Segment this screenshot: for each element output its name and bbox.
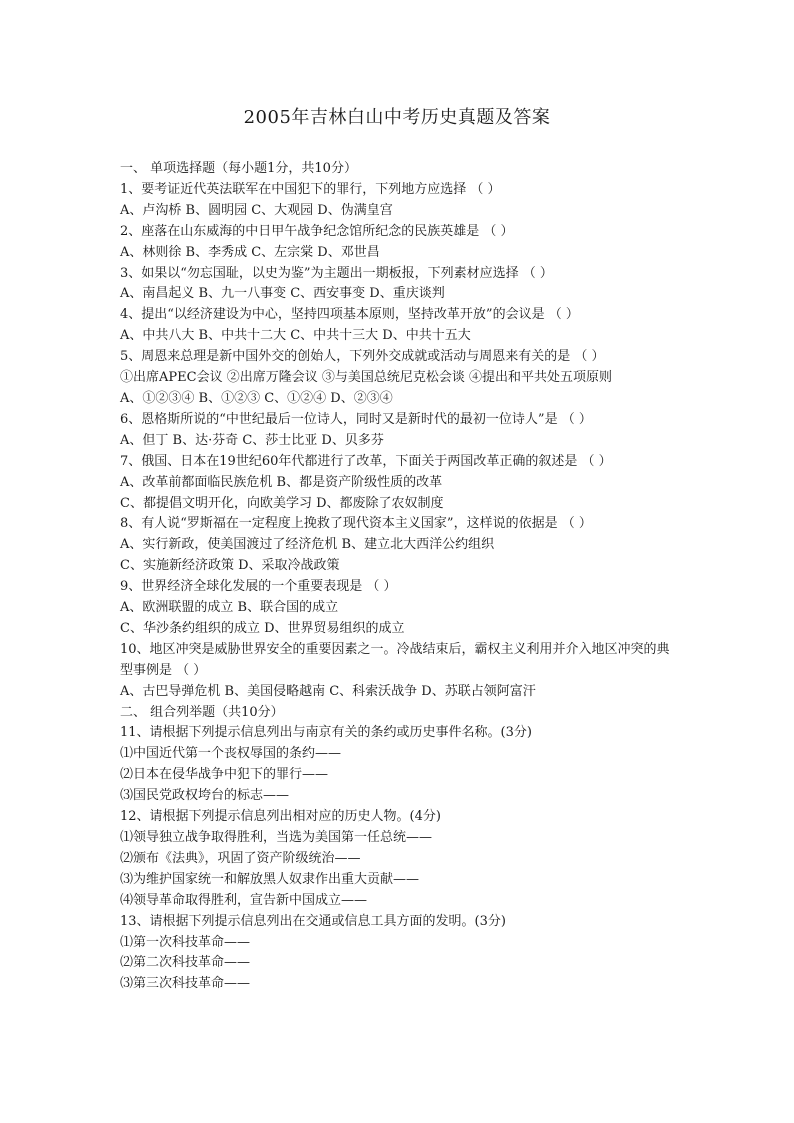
question-11: 11、请根据下列提示信息列出与南京有关的条约或历史事件名称。(3分) [120, 725, 532, 741]
options-8-ab: A、实行新政，使美国渡过了经济危机 B、建立北大西洋公约组织 [120, 537, 495, 553]
options-5: A、①②③④ B、①②③ C、①②④ D、②③④ [120, 390, 393, 406]
options-10: A、古巴导弹危机 B、美国侵略越南 C、科索沃战争 D、苏联占领阿富汗 [120, 683, 536, 699]
question-7: 7、俄国、日本在19世纪60年代都进行了改革，下面关于两国改革正确的叙述是 （ ） [120, 453, 612, 469]
question-12-item-1: ⑴领导独立战争取得胜利，当选为美国第一任总统—— [120, 830, 433, 845]
document-title: 2005年吉林白山中考历史真题及答案 [243, 107, 551, 128]
options-1: A、卢沟桥 B、圆明园 C、大观园 D、伪满皇宫 [120, 202, 393, 218]
question-13: 13、请根据下列提示信息列出在交通或信息工具方面的发明。(3分) [120, 913, 506, 929]
section-heading-single-choice: 一、 单项选择题（每小题1分，共10分） [120, 161, 357, 176]
question-10: 10、地区冲突是威胁世界安全的重要因素之一。冷战结束后，霸权主义利用并介入地区冲突的典型事例是 （ ） [120, 641, 670, 678]
options-3: A、南昌起义 B、九一八事变 C、西安事变 D、重庆谈判 [120, 286, 445, 302]
question-11-item-3: ⑶国民党政权垮台的标志—— [120, 788, 290, 804]
question-5: 5、周恩来总理是新中国外交的创始人，下列外交成就或活动与周恩来有关的是 （ ） [120, 349, 605, 365]
question-13-item-3: ⑶第三次科技革命—— [120, 976, 251, 992]
question-2: 2、座落在山东威海的中日甲午战争纪念馆所纪念的民族英雄是 （ ） [120, 223, 514, 239]
options-2: A、林则徐 B、李秀成 C、左宗棠 D、邓世昌 [120, 244, 380, 260]
question-11-item-2: ⑵日本在侵华战争中犯下的罪行—— [120, 767, 329, 783]
question-12-item-2: ⑵颁布《法典》，巩固了资产阶级统治—— [120, 850, 361, 866]
question-9: 9、世界经济全球化发展的一个重要表现是 （ ） [120, 579, 397, 595]
options-4: A、中共八大 B、中共十二大 C、中共十三大 D、中共十五大 [120, 328, 471, 344]
options-7-cd: C、都提倡文明开化，向欧美学习 D、都废除了农奴制度 [120, 495, 444, 511]
question-3: 3、如果以“勿忘国耻，以史为鉴”为主题出一期板报，下列素材应选择 （ ） [120, 265, 553, 281]
question-8: 8、有人说“罗斯福在一定程度上挽救了现代资本主义国家”，这样说的依据是 （ ） [120, 516, 592, 532]
question-11-item-1: ⑴中国近代第一个丧权辱国的条约—— [120, 746, 342, 762]
options-9-ab: A、欧洲联盟的成立 B、联合国的成立 [120, 600, 339, 616]
question-6: 6、恩格斯所说的“中世纪最后一位诗人，同时又是新时代的最初一位诗人”是 （ ） [120, 411, 592, 427]
question-13-item-2: ⑵第二次科技革命—— [120, 955, 251, 971]
section-heading-list: 二、 组合列举题（共10分） [120, 704, 284, 720]
options-7-ab: A、改革前都面临民族危机 B、都是资产阶级性质的改革 [120, 474, 443, 490]
options-8-cd: C、实施新经济政策 D、采取冷战政策 [120, 558, 340, 574]
question-12-item-4: ⑷领导革命取得胜利，宣告新中国成立—— [120, 892, 368, 908]
options-6: A、但丁 B、达·芬奇 C、莎士比亚 D、贝多芬 [120, 432, 384, 448]
question-1: 1、要考证近代英法联军在中国犯下的罪行，下列地方应选择 （ ） [120, 181, 501, 197]
question-12-item-3: ⑶为维护国家统一和解放黑人奴隶作出重大贡献—— [120, 871, 420, 887]
question-4: 4、提出“以经济建设为中心，坚持四项基本原则，坚持改革开放”的会议是 （ ） [120, 307, 579, 323]
document-body [120, 159, 680, 995]
question-13-item-1: ⑴第一次科技革命—— [120, 934, 251, 950]
question-5-items: ①出席APEC会议 ②出席万隆会议 ③与美国总统尼克松会谈 ④提出和平共处五项原则 [120, 370, 612, 386]
question-12: 12、请根据下列提示信息列出相对应的历史人物。(4分) [120, 809, 441, 825]
options-9-cd: C、华沙条约组织的成立 D、世界贸易组织的成立 [120, 620, 405, 636]
